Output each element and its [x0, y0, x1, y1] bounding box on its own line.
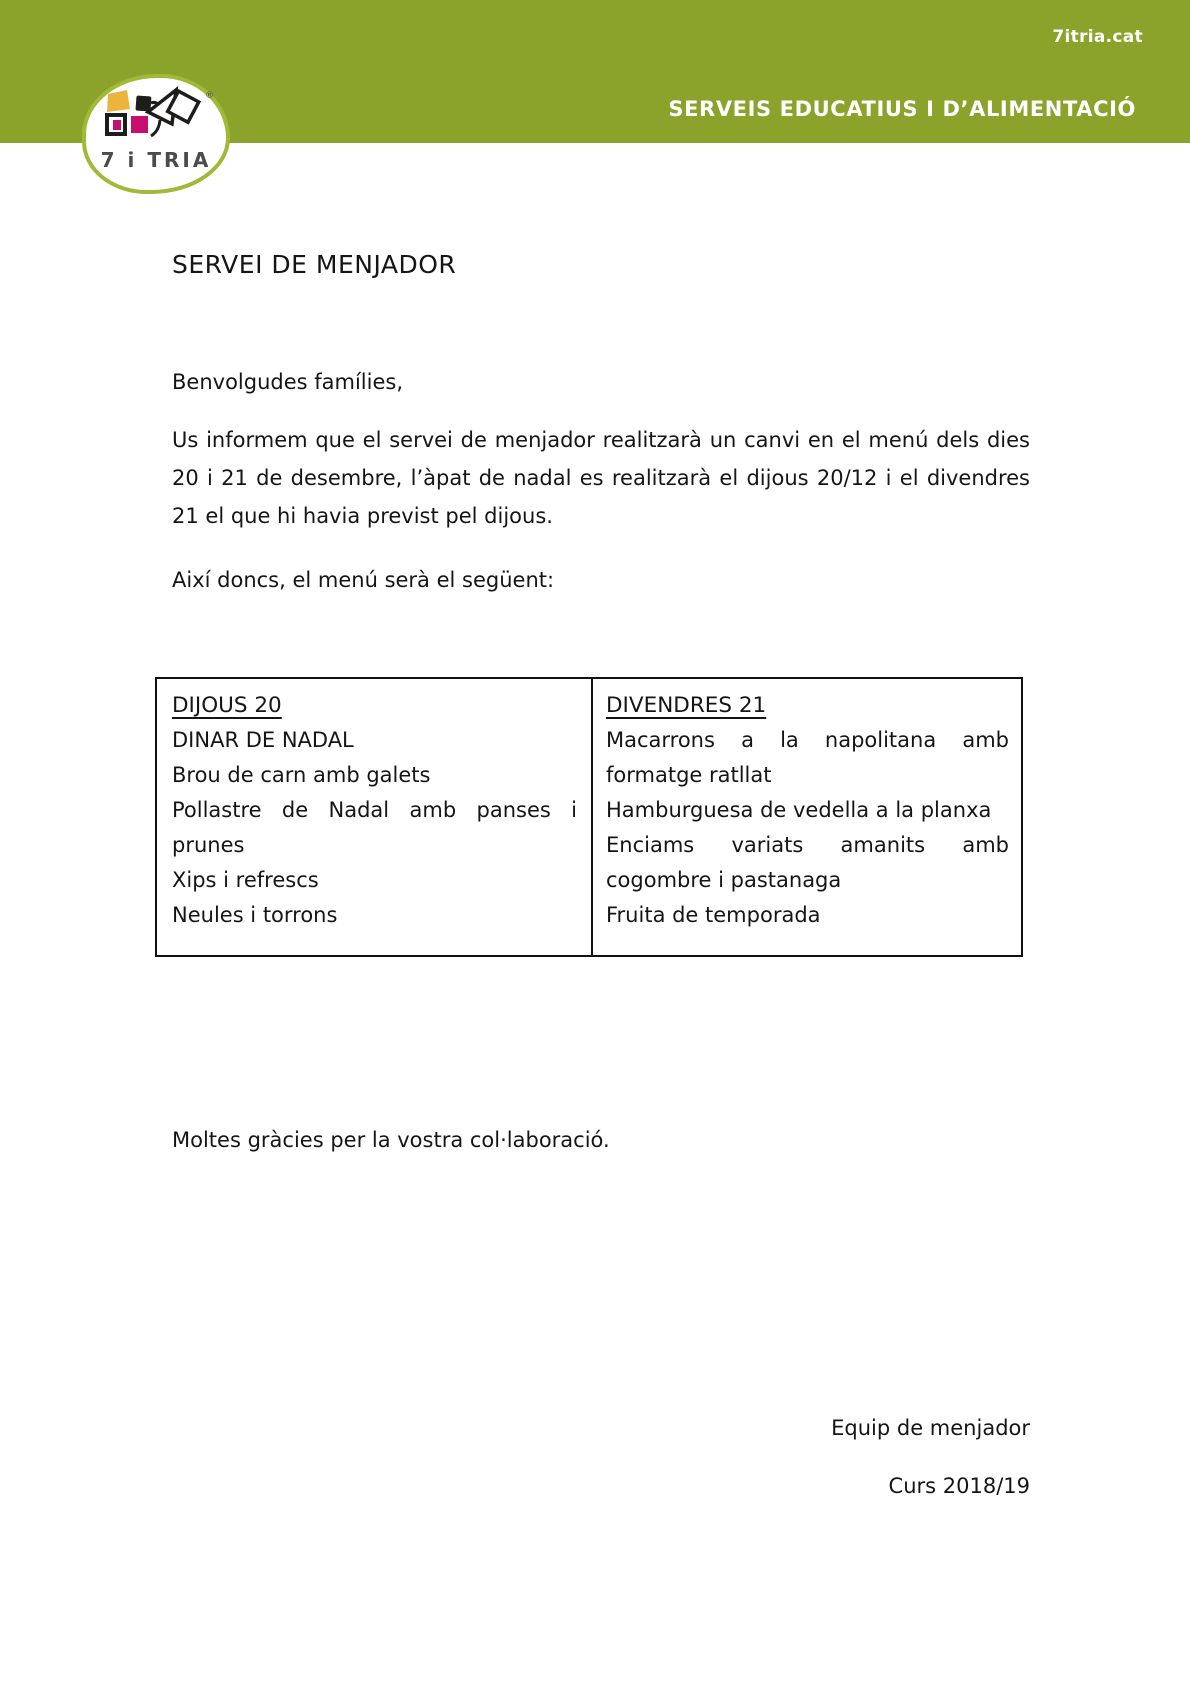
menu-item: Hamburguesa de vedella a la planxa	[606, 798, 992, 822]
menu-column-header: DIJOUS 20	[172, 693, 282, 718]
registered-mark: ®	[205, 91, 214, 101]
menu-item: Macarrons a la napolitana amb formatge ratllat	[606, 728, 1009, 787]
menu-column-header: DIVENDRES 21	[606, 693, 767, 718]
signature: Equip de menjador	[831, 1416, 1030, 1440]
menu-column-dijous	[157, 679, 593, 955]
signature-block	[831, 1414, 1030, 1500]
menu-item: Neules i torrons	[172, 903, 338, 927]
menu-item: Fruita de temporada	[606, 903, 821, 927]
menu-item: DINAR DE NADAL	[172, 728, 354, 752]
document-title: SERVEI DE MENJADOR	[172, 250, 457, 279]
logo-mark-icon	[104, 86, 214, 148]
menu-table	[155, 677, 1023, 957]
salutation: Benvolgudes famílies,	[172, 370, 404, 394]
menu-item: Xips i refrescs	[172, 868, 319, 892]
closing-line: Moltes gràcies per la vostra col·laboració.	[172, 1128, 610, 1152]
body-paragraph: Us informem que el servei de menjador realitzarà un canvi en el menú dels dies 20 i 21 de desembre, l’àpat de nadal es realitzarà el dijous 20/12 i el divendres 21 el que hi havia previst pel dijous.	[172, 428, 1030, 528]
menu-column-divendres	[593, 679, 1021, 955]
header-tagline: SERVEIS EDUCATIUS I D’ALIMENTACIÓ	[668, 97, 1136, 121]
menu-item: Brou de carn amb galets	[172, 763, 431, 787]
menu-item: Pollastre de Nadal amb panses i prunes	[172, 798, 577, 857]
logo	[82, 74, 230, 194]
school-year: Curs 2018/19	[888, 1474, 1030, 1498]
website-url: 7itria.cat	[1052, 27, 1143, 47]
logo-wordmark: 7 i TRIA	[100, 148, 212, 172]
menu-intro: Així doncs, el menú serà el següent:	[172, 568, 555, 592]
menu-item: Enciams variats amanits amb cogombre i pastanaga	[606, 833, 1009, 892]
